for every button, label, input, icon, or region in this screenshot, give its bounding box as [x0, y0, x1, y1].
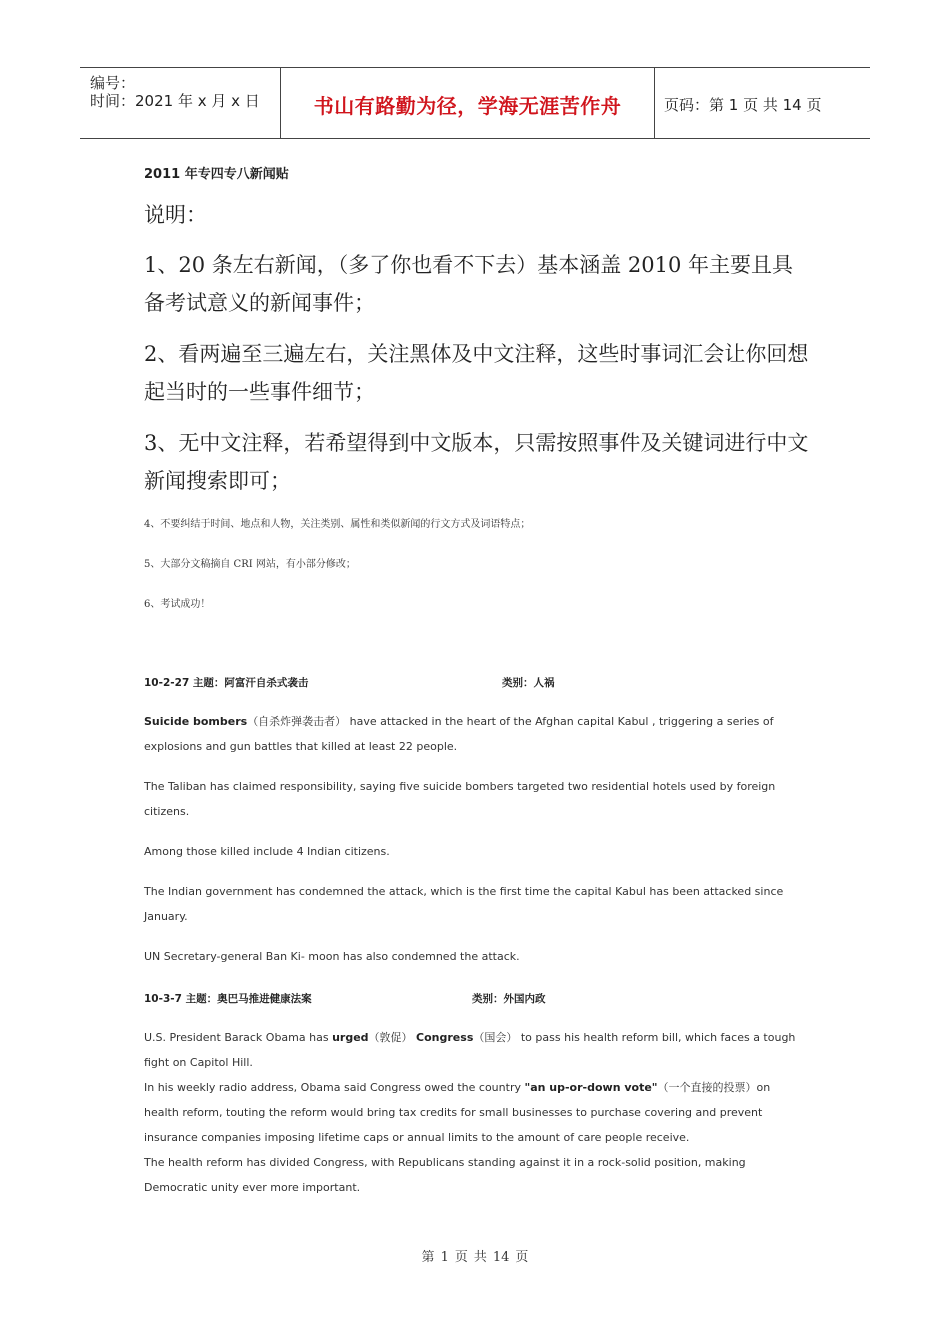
header-motto-cell: [280, 68, 655, 138]
keyword: Suicide bombers: [144, 715, 248, 728]
header-page-cell: [654, 68, 870, 138]
note-3: 3、无中文注释，若希望得到中文版本，只需按照事件及关键词进行中文新闻搜索即可；: [144, 431, 809, 493]
keyword-gloss: （敦促）: [368, 1031, 413, 1044]
time-label: 时间：2021 年 x 月 x 日: [90, 92, 260, 110]
news-topic: 10-2-27 主题：阿富汗自杀式袭击: [144, 677, 309, 689]
number-label: 编号：: [90, 74, 136, 92]
keyword: urged: [332, 1031, 369, 1044]
keyword-gloss: （自杀炸弹袭击者）: [247, 715, 347, 728]
keyword-gloss: （一个直接的投票）: [657, 1081, 757, 1094]
header-meta-cell: [80, 68, 280, 138]
news-topic-line: [144, 675, 804, 690]
news-paragraph: The health reform has divided Congress, with Republicans standing against it in a rock-solid position, making Democratic unity ever more important.: [144, 1156, 746, 1194]
footer-text: 第: [421, 1250, 435, 1265]
paragraph-text: U.S. President Barack Obama has: [144, 1031, 333, 1044]
footer-text: 共: [473, 1250, 487, 1265]
keyword-gloss: （国会）: [473, 1031, 518, 1044]
news-paragraph: The Indian government has condemned the attack, which is the first time the capital Kabul has been attacked since January.: [144, 885, 784, 923]
keyword: Congress: [416, 1031, 474, 1044]
paragraph-text: to pass his health reform bill, which faces a tough fight on Capitol Hill.: [144, 1031, 796, 1069]
page-header: [80, 67, 870, 139]
news-category: 类别：人祸: [502, 677, 555, 689]
news-topic-line: [144, 991, 804, 1006]
news-paragraph: [144, 709, 804, 759]
keyword: "an up-or-down vote": [524, 1081, 658, 1094]
news-category: 类别：外国内政: [472, 993, 546, 1005]
note-5: 5、大部分文稿摘自 CRI 网站，有小部分修改；: [144, 559, 356, 570]
news-paragraph: [144, 1025, 804, 1075]
paragraph-text: on health reform, touting the reform would bring tax credits for small businesses to purchase covering and prevent insurance companies imposing lifetime caps or annual limits to the amount of care people receive.: [144, 1081, 771, 1144]
note-4: 4、不要纠结于时间、地点和人物，关注类别、属性和类似新闻的行文方式及词语特点；: [144, 519, 531, 530]
footer-text: 页: [454, 1250, 468, 1265]
note-6: 6、考试成功！: [144, 599, 211, 610]
footer-total-pages: 14: [492, 1250, 510, 1265]
paragraph-text: have attacked in the heart of the Afghan capital Kabul , triggering a series of explosions and gun battles that killed at least 22 people.: [144, 715, 774, 753]
news-paragraph: [144, 1075, 804, 1150]
news-paragraph: The Taliban has claimed responsibility, saying five suicide bombers targeted two residential hotels used by foreign citizens.: [144, 780, 776, 818]
note-1: 1、20 条左右新闻，（多了你也看不下去）基本涵盖 2010 年主要且具备考试意义的新闻事件；: [144, 253, 794, 315]
note-2: 2、看两遍至三遍左右，关注黑体及中文注释，这些时事词汇会让你回想起当时的一些事件细节；: [144, 342, 809, 404]
footer-text: 页: [515, 1250, 529, 1265]
document-title: 2011 年专四专八新闻贴: [144, 167, 289, 182]
news-paragraph: UN Secretary-general Ban Ki- moon has also condemned the attack.: [144, 950, 520, 963]
page-footer: [0, 1246, 950, 1265]
page-label: 页码：第 1 页 共 14 页: [664, 96, 822, 114]
paragraph-text: In his weekly radio address, Obama said Congress owed the country: [144, 1081, 525, 1094]
motto: 书山有路勤为径，学海无涯苦作舟: [313, 94, 622, 118]
intro-label: 说明：: [144, 203, 207, 227]
news-topic: 10-3-7 主题：奥巴马推进健康法案: [144, 993, 312, 1005]
footer-page-number: 1: [440, 1250, 449, 1265]
news-paragraph: Among those killed include 4 Indian citizens.: [144, 845, 390, 858]
